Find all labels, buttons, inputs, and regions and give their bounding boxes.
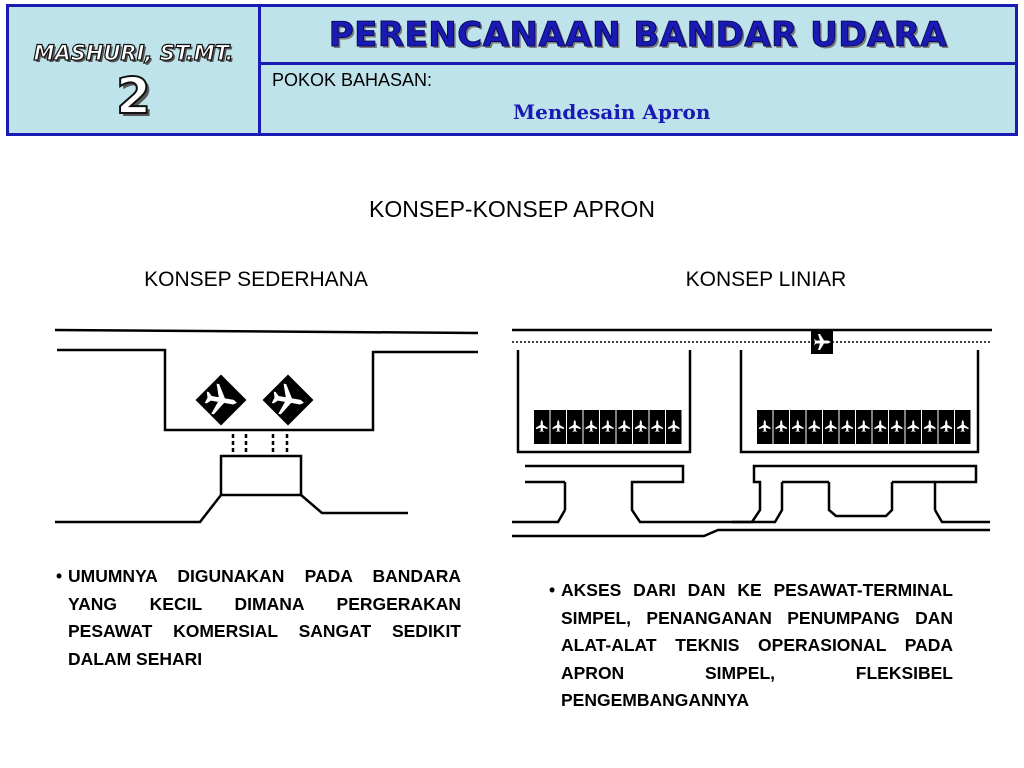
- airplane-icon: [939, 410, 955, 444]
- subject-value: Mendesain Apron: [513, 100, 711, 124]
- right-bullet-text: AKSES DARI DAN KE PESAWAT-TERMINAL SIMPEL, PENANGANAN PENUMPANG DAN ALAT-ALAT TEKNIS OPERASIONAL PADA APRON SIMPEL, FLEKSIBEL PENGEMBANGANNYA: [561, 580, 953, 710]
- airplane-icon: [650, 410, 666, 444]
- left-bullet: • UMUMNYA DIGUNAKAN PADA BANDARA YANG KECIL DIMANA PERGERAKAN PESAWAT KOMERSIAL SANGAT SEDIKIT DALAM SEHARI: [56, 566, 461, 669]
- airplane-icon: [617, 410, 633, 444]
- airplane-icon: [600, 410, 616, 444]
- airplane-icon: [823, 410, 839, 444]
- airplane-icon: [807, 410, 823, 444]
- airplane-icon: [840, 410, 856, 444]
- left-concept-heading: KONSEP SEDERHANA: [144, 268, 368, 291]
- airplane-icon: [790, 410, 806, 444]
- right-bullet: • AKSES DARI DAN KE PESAWAT-TERMINAL SIMPEL, PENANGANAN PENUMPANG DAN ALAT-ALAT TEKNIS OPERASIONAL PADA APRON SIMPEL, FLEKSIBEL PENGEMBANGANNYA: [549, 580, 953, 710]
- right-concept-heading: KONSEP LINIAR: [685, 268, 847, 291]
- page-title: PERENCANAAN BANDAR UDARA: [328, 15, 948, 55]
- main-heading: KONSEP-KONSEP APRON: [369, 196, 655, 222]
- airplane-icon: [666, 410, 682, 444]
- aircraft-row-left: [534, 410, 682, 444]
- airplane-icon: [196, 375, 247, 426]
- author-name: MASHURI, ST.MT.: [33, 41, 234, 65]
- airplane-icon: [774, 410, 790, 444]
- airplane-icon: [922, 410, 938, 444]
- subject-label: POKOK BAHASAN:: [272, 70, 433, 90]
- airplane-icon: [584, 410, 600, 444]
- airplane-icon: [551, 410, 567, 444]
- airplane-icon: [906, 410, 922, 444]
- airplane-icon: [633, 410, 649, 444]
- airplane-icon: [856, 410, 872, 444]
- airplane-icon: [757, 410, 773, 444]
- airplane-icon: [873, 410, 889, 444]
- airplane-icon: [263, 375, 314, 426]
- airplane-icon: [567, 410, 583, 444]
- chapter-number: 2: [116, 67, 151, 125]
- airplane-icon: [534, 410, 550, 444]
- airplane-icon: [811, 330, 833, 354]
- left-bullet-text: UMUMNYA DIGUNAKAN PADA BANDARA YANG KECIL DIMANA PERGERAKAN PESAWAT KOMERSIAL SANGAT SEDIKIT DALAM SEHARI: [68, 566, 461, 669]
- simple-concept-diagram: [55, 330, 478, 522]
- aircraft-row-right: [757, 410, 971, 444]
- airplane-icon: [889, 410, 905, 444]
- airplane-icon: [955, 410, 971, 444]
